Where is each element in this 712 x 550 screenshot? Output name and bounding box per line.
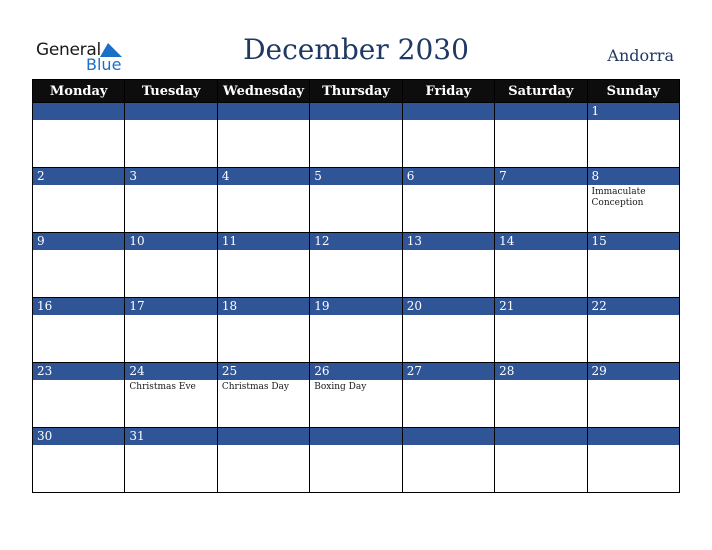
day-number	[588, 428, 679, 445]
day-cell	[402, 233, 494, 298]
day-cell	[587, 428, 679, 493]
day-number: 29	[588, 363, 679, 380]
day-cell	[217, 103, 309, 168]
holiday-label: Christmas Eve	[129, 382, 196, 392]
day-cell	[402, 298, 494, 363]
day-number: 31	[125, 428, 216, 445]
week-row	[33, 233, 680, 298]
day-number: 11	[218, 233, 309, 250]
day-number	[310, 103, 401, 120]
day-cell	[402, 363, 494, 428]
day-cell	[587, 233, 679, 298]
day-number: 26	[310, 363, 401, 380]
weekday-header: Saturday	[495, 80, 587, 103]
day-number: 19	[310, 298, 401, 315]
weekday-header: Friday	[402, 80, 494, 103]
day-cell	[310, 168, 402, 233]
week-row	[33, 428, 680, 493]
week-row	[33, 168, 680, 233]
day-number: 18	[218, 298, 309, 315]
day-cell	[217, 428, 309, 493]
day-cell	[310, 298, 402, 363]
day-cell	[33, 363, 125, 428]
day-number	[218, 103, 309, 120]
week-row	[33, 363, 680, 428]
day-cell	[217, 298, 309, 363]
day-number: 25	[218, 363, 309, 380]
weekday-header-row	[33, 80, 680, 103]
day-number	[495, 428, 586, 445]
day-number: 14	[495, 233, 586, 250]
day-number: 22	[588, 298, 679, 315]
weekday-header: Thursday	[310, 80, 402, 103]
day-cell	[495, 168, 587, 233]
day-number	[403, 103, 494, 120]
day-cell	[402, 103, 494, 168]
day-number: 3	[125, 168, 216, 185]
day-cell	[402, 168, 494, 233]
day-number: 12	[310, 233, 401, 250]
day-number: 17	[125, 298, 216, 315]
day-number	[218, 428, 309, 445]
day-cell	[495, 233, 587, 298]
day-number: 21	[495, 298, 586, 315]
day-cell	[217, 168, 309, 233]
day-number: 28	[495, 363, 586, 380]
day-cell	[217, 233, 309, 298]
calendar-title: December 2030	[243, 33, 469, 66]
day-cell	[587, 363, 679, 428]
day-number: 27	[403, 363, 494, 380]
holiday-label: Christmas Day	[221, 382, 289, 392]
day-number: 4	[218, 168, 309, 185]
day-number	[310, 428, 401, 445]
day-number: 15	[588, 233, 679, 250]
day-number	[495, 103, 586, 120]
day-number: 6	[403, 168, 494, 185]
day-number: 23	[33, 363, 124, 380]
day-number: 10	[125, 233, 216, 250]
day-cell	[125, 168, 217, 233]
day-number: 5	[310, 168, 401, 185]
day-cell	[495, 363, 587, 428]
day-number: 9	[33, 233, 124, 250]
weekday-header: Tuesday	[125, 80, 217, 103]
logo-text-blue: Blue	[86, 55, 122, 74]
day-number: 2	[33, 168, 124, 185]
day-number: 1	[588, 103, 679, 120]
day-cell	[310, 103, 402, 168]
day-cell	[33, 428, 125, 493]
day-cell	[402, 428, 494, 493]
day-number: 7	[495, 168, 586, 185]
day-cell	[125, 363, 217, 428]
week-row	[33, 298, 680, 363]
day-number: 24	[125, 363, 216, 380]
day-cell	[33, 233, 125, 298]
day-cell	[495, 298, 587, 363]
day-cell	[495, 103, 587, 168]
day-number: 13	[403, 233, 494, 250]
day-number	[125, 103, 216, 120]
calendar-grid	[32, 79, 680, 493]
logo-text-general: General	[36, 40, 101, 60]
day-cell	[125, 103, 217, 168]
day-cell	[587, 103, 679, 168]
day-number: 20	[403, 298, 494, 315]
weekday-header: Sunday	[587, 80, 679, 103]
day-cell	[125, 233, 217, 298]
day-number: 16	[33, 298, 124, 315]
day-cell	[33, 168, 125, 233]
week-row	[33, 103, 680, 168]
day-cell	[33, 103, 125, 168]
day-cell	[310, 428, 402, 493]
day-cell	[217, 363, 309, 428]
day-cell	[125, 298, 217, 363]
day-number	[33, 103, 124, 120]
day-cell	[587, 298, 679, 363]
day-cell	[125, 428, 217, 493]
weekday-header: Monday	[33, 80, 125, 103]
day-number: 30	[33, 428, 124, 445]
day-cell	[587, 168, 679, 233]
holiday-label: Boxing Day	[314, 382, 367, 392]
day-number	[403, 428, 494, 445]
day-number: 8	[588, 168, 679, 185]
holiday-label: Immaculate Conception	[591, 187, 646, 208]
day-cell	[310, 233, 402, 298]
country-label: Andorra	[607, 46, 674, 65]
day-cell	[495, 428, 587, 493]
day-cell	[33, 298, 125, 363]
day-cell	[310, 363, 402, 428]
weekday-header: Wednesday	[217, 80, 309, 103]
